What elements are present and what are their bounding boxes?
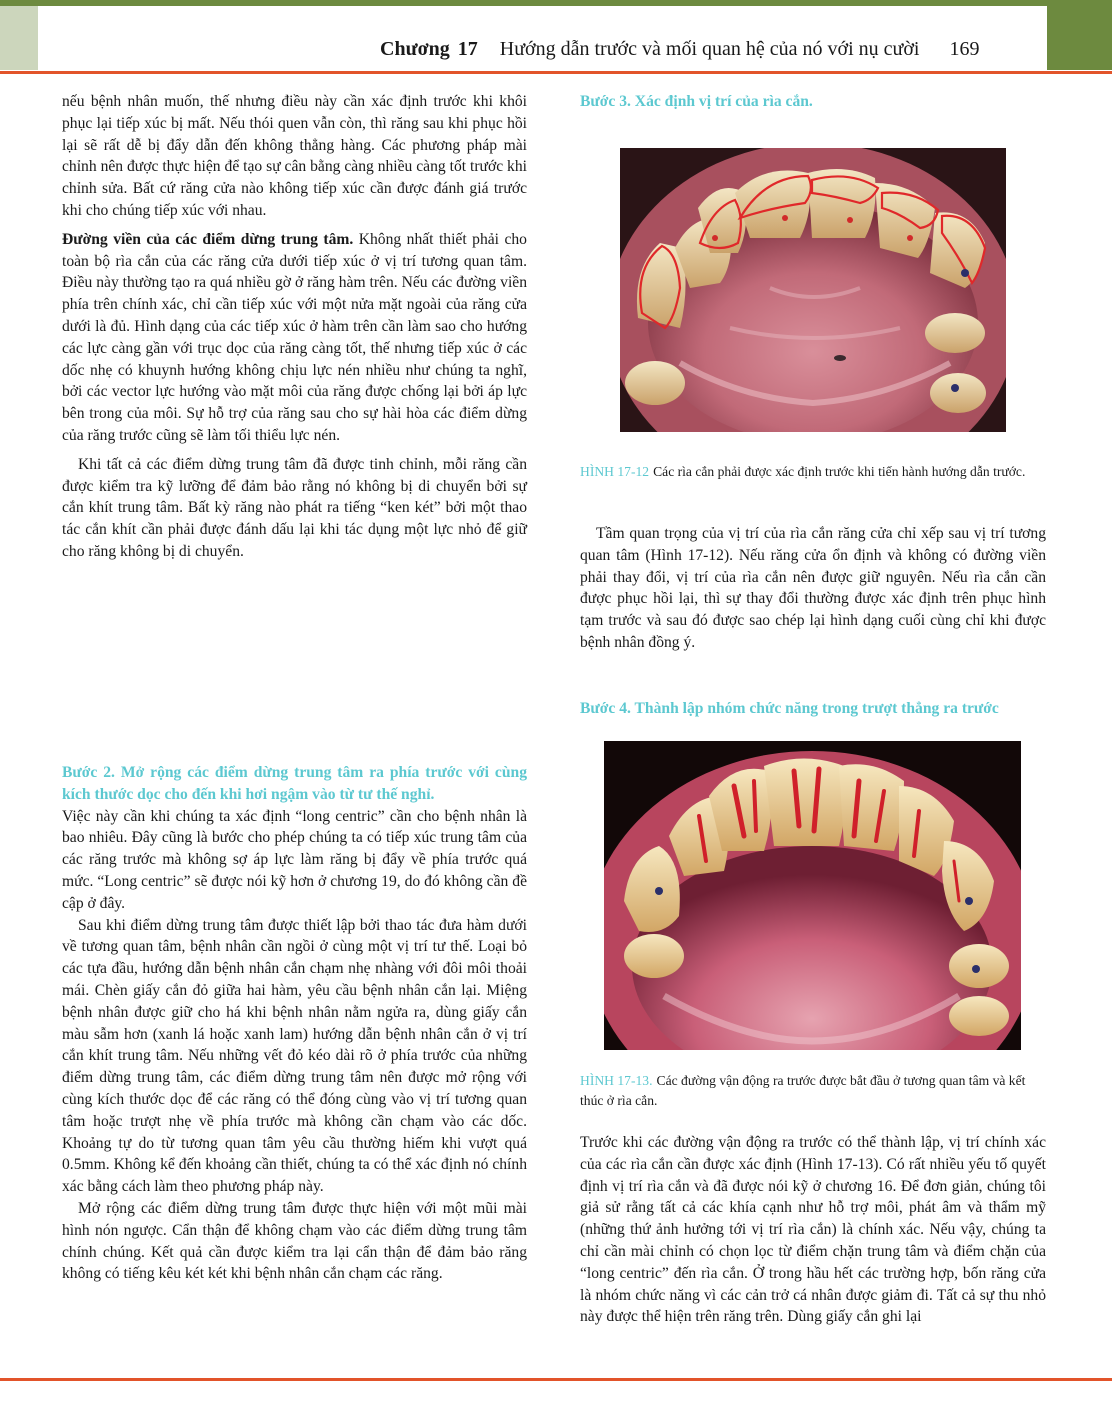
right-paragraph-bottom — [580, 1132, 1046, 1328]
chapter-word: Chương — [380, 38, 450, 60]
paragraph: Tầm quan trọng của vị trí của rìa cắn răng cửa chỉ xếp sau vị trí tương quan tâm (Hình 17-12). Nếu răng cửa ổn định và không có đường viền phải thay đổi, vị trí của rìa cắn nên được giữ nguyên. Nếu rìa cắn cần được phục hồi lại, thì sự thay đổi thường được xác định trên phục hình tạm trước và sau đó được sao chép lại hình dạng cuối cùng chỉ khi được bệnh nhân đồng ý. — [580, 525, 1046, 651]
paragraph — [62, 229, 527, 447]
step3-block — [580, 91, 1046, 113]
figure-label: HÌNH 17-13. — [580, 1073, 653, 1088]
figure-17-12-photo — [620, 148, 1006, 432]
step4-title: Bước 4. Thành lập nhóm chức năng trong trượt thẳng ra trước — [580, 700, 999, 717]
paragraph-text: Không nhất thiết phải cho toàn bộ rìa cắn của các răng cửa dưới tiếp xúc ở vị trí tương quan tâm. Điều này thường tạo ra quá nhiều gờ ở răng hàm trên. Nếu các đường viền phía trên chính xác, chỉ cần tiếp xúc với một nửa mặt ngoài của răng cửa dưới là đủ. Hình dạng của các tiếp xúc ở hàm trên cần làm sao cho hướng các lực càng gần với trục dọc của răng càng tốt, thế nhưng tiếp xúc ở các dốc nhẹ có khuynh hướng không chịu lực nén nhiều như chúng ta nghĩ, bởi các vector lực hướng vào mặt môi của răng được chống lại bởi áp lực bên trong của môi. Sự hỗ trợ của răng sau cho sự hài hòa các điểm dừng của răng trước cũng sẽ làm tối thiểu lực nén. — [62, 230, 527, 444]
upper-arch-protrusive-paths-image — [604, 741, 1021, 1050]
page-number: 169 — [949, 38, 980, 60]
step3-title: Bước 3. Xác định vị trí của rìa cắn. — [580, 93, 813, 110]
paragraph: Mở rộng các điểm dừng trung tâm được thực hiện với một mũi mài hình nón ngược. Cẩn thận để không chạm vào các điểm dừng trung tâm chính chúng. Kết quả cần được kiểm tra lại cẩn thận để đảm bảo răng không có tiếng kêu két két khi bệnh nhân cắn chạm các răng. — [62, 1199, 527, 1283]
figure-17-13-photo — [604, 741, 1021, 1050]
right-paragraph-block — [580, 523, 1046, 654]
chapter-number: 17 — [457, 38, 478, 60]
footer-rule — [0, 1378, 1112, 1381]
paragraph: nếu bệnh nhân muốn, thế nhưng điều này cần xác định trước khi khôi phục lại tiếp xúc bị mất. Nếu thói quen vẫn còn, thì răng sau khi phục hồi lại sẽ rất dễ bị đẩy dẫn đến không thẳng hàng. Các phương pháp mài chỉnh nên được thực hiện để tạo sự cân bằng càng nhiều càng tốt trước khi chỉnh sửa. Bất cứ răng cửa nào không tiếp xúc cần được đánh giá trước khi cho chúng tiếp xúc với nhau. — [62, 93, 527, 219]
subheading-central-stop-contours: Đường viền của các điểm dừng trung tâm. — [62, 230, 354, 248]
step2-title: Bước 2. Mở rộng các điểm dừng trung tâm ra phía trước với cùng kích thước dọc cho đến khi hơi ngậm vào từ tư thế nghỉ. — [62, 764, 527, 803]
paragraph: Sau khi điểm dừng trung tâm được thiết lập bởi thao tác đưa hàm dưới về tương quan tâm, bệnh nhân cần ngồi ở cùng một vị trí tư thế. Loại bỏ các tựa đầu, hướng dẫn bệnh nhân cắn chạm nhẹ nhàng với đôi môi thoải mái. Chèn giấy cắn đỏ giữa hai hàm, yêu cầu bệnh nhân cắn lại. Miệng bệnh nhân được giữ cho há khi bệnh nhân nằm ngửa ra, dùng giấy cắn màu sẫm hơn (xanh lá hoặc xanh lam) hướng dẫn bệnh nhân cắn ở vị trí cắn khít trung tâm. Nếu những vết đỏ kéo dài rõ ở phía trước của những điểm dừng trung tâm, các điểm dừng trung tâm nên được mở rộng với cùng kích thước dọc để các răng có thể đóng cùng vào vị trí tương quan tâm hoặc trượt nhẹ về phía trước mà không cần chạm vào các dốc. Khoảng tự do từ tương quan tâm yêu cầu thường hiếm khi vượt quá 0.5mm. Không kể đến khoảng cần thiết, chúng ta có thể xác định nó chính xác bằng cách làm theo phương pháp này. — [62, 916, 527, 1196]
corner-chapter-tab — [1047, 0, 1112, 70]
figure-17-13-caption — [580, 1071, 1046, 1111]
paragraph: Việc này cần khi chúng ta xác định “long centric” cần cho bệnh nhân là bao nhiêu. Đây cũng là bước cho phép chúng ta có tiếp xúc trung tâm của các răng trước mà không sợ áp lực làm răng bị đẩy về phía trước quá mức. “Long centric” sẽ được nói kỹ hơn ở chương 19, do đó không cần đề cập ở đây. — [62, 807, 527, 912]
chapter-title: Hướng dẫn trước và mối quan hệ của nó với nụ cười — [499, 38, 920, 60]
running-header — [380, 38, 1040, 64]
step4-block — [580, 698, 1046, 720]
figure-label: HÌNH 17-12 — [580, 464, 650, 479]
caption-text: Các rìa cắn phải được xác định trước khi tiến hành hướng dẫn trước. — [653, 464, 1026, 479]
caption-text: Các đường vận động ra trước được bắt đầu ở tương quan tâm và kết thúc ở rìa cắn. — [580, 1073, 1026, 1108]
figure-17-12-caption — [580, 462, 1046, 482]
upper-arch-incisal-edges-image — [620, 148, 1006, 432]
left-column-bottom — [62, 762, 527, 1285]
top-green-band — [0, 0, 1112, 6]
header-rule — [0, 71, 1112, 74]
left-edge-tab — [0, 0, 38, 70]
paragraph: Trước khi các đường vận động ra trước có thể thành lập, vị trí chính xác của các rìa cắn cần được xác định (Hình 17-13). Có rất nhiều yếu tố quyết định vị trí rìa cắn và đã được nói kỹ ở chương 16. Để đơn giản, chúng tôi giả sử rằng tất cả các khía cạnh như hỗ trợ môi, phát âm và thẩm mỹ (những thứ ảnh hưởng tới vị trí rìa cắn) là chính xác. Nếu vậy, chúng ta chỉ cần mài chỉnh có chọn lọc từ điểm chặn trung tâm và điểm chặn của “long centric” đến rìa cắn. Ở trong hầu hết các trường hợp, bốn răng cửa là nhóm chức năng vì các cản trở cá nhân được giảm đi. Tất cả sự thu nhỏ này được thể hiện trên răng trên. Dùng giấy cắn ghi lại — [580, 1134, 1046, 1326]
paragraph: Khi tất cả các điểm dừng trung tâm đã được tinh chỉnh, mỗi răng cần được kiểm tra kỹ lưỡng để đảm bảo rằng nó không bị di chuyển bởi sự cắn khít trung tâm. Bất kỳ răng nào phát ra tiếng “ken két” bởi một thao tác cắn khít cần phải được đánh dấu lại khi tác dụng một lực nhỏ để giữ cho răng không bị di chuyển. — [62, 455, 527, 560]
left-column-top — [62, 91, 527, 563]
